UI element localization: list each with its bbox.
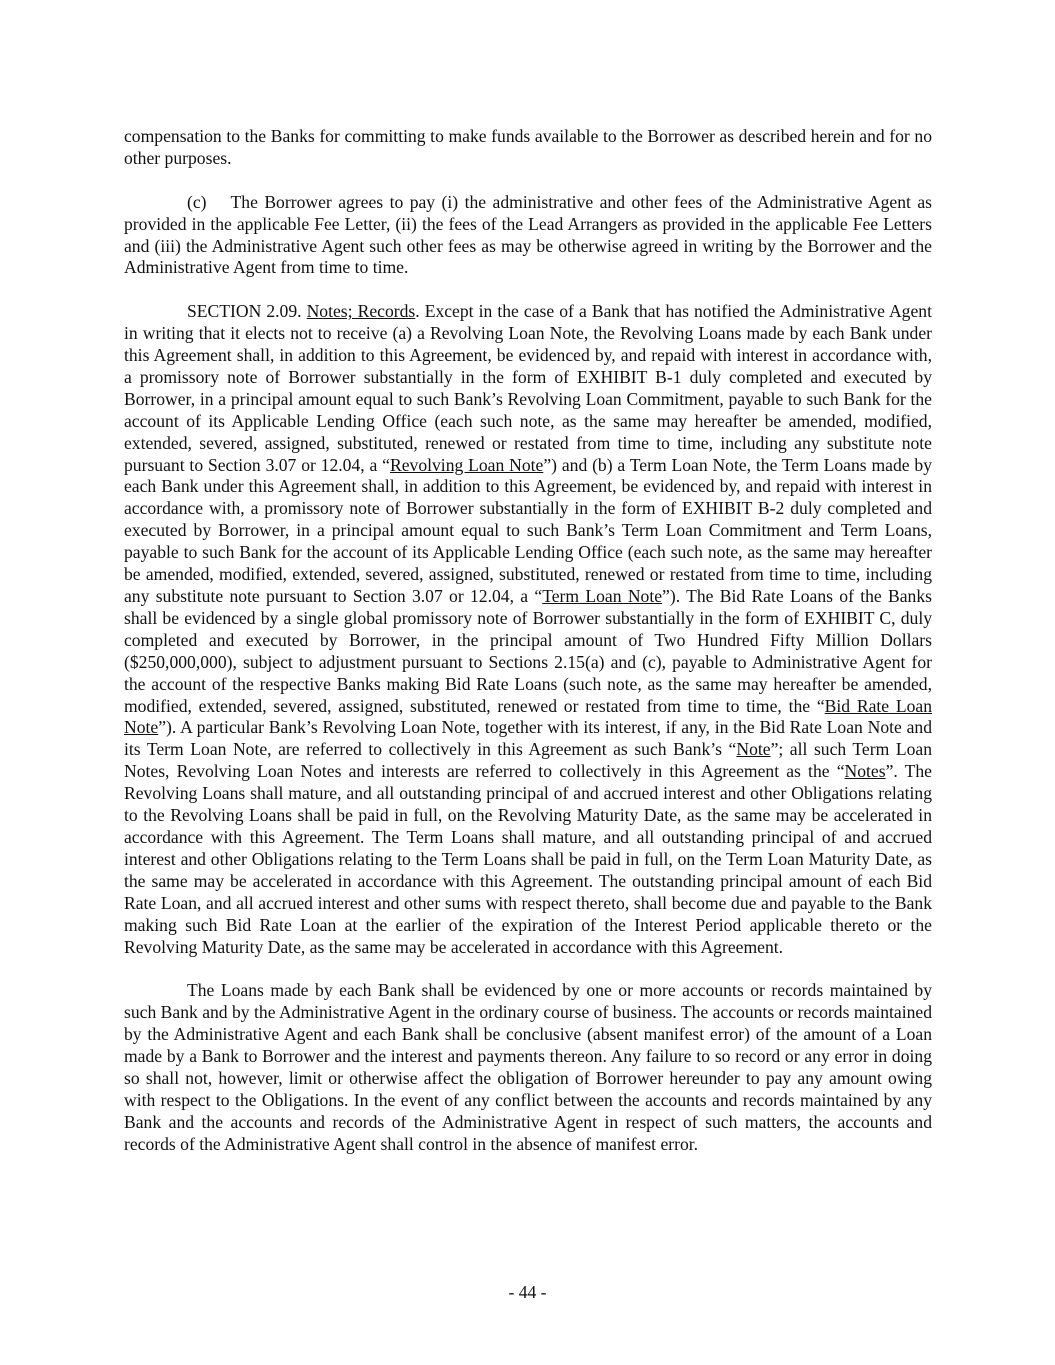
defined-term-notes: Notes [844,761,886,782]
paragraph-fees-c-text: The Borrower agrees to pay (i) the administrative and other fees of the Administrative Agent as provided in the applicable Fee Letter, (ii) the fees of the Lead Arrangers as provided in the applicable Fee Letters and (iii) the Administrative Agent such other fees as may be otherwise agreed in writing by the Borrower and the Administrative Agent from time to time. [124,191,932,278]
section-heading: Notes; Records [306,301,416,322]
paragraph-fee-purpose-text: compensation to the Banks for committing to make funds available to the Borrower as described herein and for no other purposes. [124,126,932,168]
paragraph-loan-records [124,980,932,1155]
body-text [124,126,932,1177]
section-text-3: ”). The Bid Rate Loans of the Banks shall be evidenced by a single global promissory note of Borrower substantially in the form of EXHIBIT C, duly completed and executed by Borrower, in the principal amount of Two Hundred Fifty Million Dollars ($250,000,000), subject to adjustment pursuant to Sections 2.15(a) and (c), payable to Administrative Agent for the account of the respective Banks making Bid Rate Loans (such note, as the same may hereafter be amended, modified, extended, severed, assigned, substituted, renewed or restated from time to time, the “ [124,586,932,716]
section-2-09-notes-records [124,301,932,958]
section-text-6: ”. The Revolving Loans shall mature, and all outstanding principal of and accrued interest and other Obligations relating to the Revolving Loans shall be paid in full, on the Revolving Maturity Date, as the same may be accelerated in accordance with this Agreement. The Term Loans shall mature, and all outstanding principal of and accrued interest and other Obligations relating to the Term Loans shall be paid in full, on the Term Loan Maturity Date, as the same may be accelerated in accordance with this Agreement. The outstanding principal amount of each Bid Rate Loan, and all accrued interest and other sums with respect thereto, shall become due and payable to the Bank making such Bid Rate Loan at the earlier of the expiration of the Interest Period applicable thereto or the Revolving Maturity Date, as the same may be accelerated in accordance with this Agreement. [124,761,932,957]
clause-marker: (c) [187,191,207,212]
defined-term-bid-rate-loan-note: Bid Rate Loan Note [124,695,933,738]
defined-term-note: Note [736,739,771,760]
paragraph-loan-records-text: The Loans made by each Bank shall be evidenced by one or more accounts or records maintained by such Bank and by the Administrative Agent in the ordinary course of business. The accounts or records maintained by the Administrative Agent and each Bank shall be conclusive (absent manifest error) of the amount of a Loan made by a Bank to Borrower and the interest and payments thereon. Any failure to so record or any error in doing so shall not, however, limit or otherwise affect the obligation of Borrower hereunder to pay any amount owing with respect to the Obligations. In the event of any conflict between the accounts and records maintained by any Bank and the accounts and records of the Administrative Agent in respect of such matters, the accounts and records of the Administrative Agent shall control in the absence of manifest error. [124,980,932,1154]
defined-term-revolving-loan-note: Revolving Loan Note [389,454,544,475]
section-number: SECTION 2.09. [187,301,302,322]
paragraph-fees-c [124,192,932,280]
page-number: - 44 - [508,1282,547,1302]
defined-term-term-loan-note: Term Loan Note [542,586,663,606]
section-text-1: . Except in the case of a Bank that has notified the Administrative Agent in writing that it elects not to receive (a) a Revolving Loan Note, the Revolving Loans made by each Bank under this Agreement shall, in addition to this Agreement, be evidenced by, and repaid with interest in accordance with, a promissory note of Borrower substantially in the form of EXHIBIT B-1 duly completed and executed by Borrower, in a principal amount equal to such Bank’s Revolving Loan Commitment, payable to such Bank for the account of its Applicable Lending Office (each such note, as the same may hereafter be amended, modified, extended, severed, assigned, substituted, renewed or restated from time to time, including any substitute note pursuant to Section 3.07 or 12.04, a “ [124,301,932,475]
section-text-5: ”; all such Term Loan Notes, Revolving Loan Notes and interests are referred to collectively in this Agreement as the “ [124,739,932,782]
paragraph-fee-purpose [124,126,932,170]
section-text-2: ”) and (b) a Term Loan Note, the Term Loans made by each Bank under this Agreement shall, in addition to this Agreement, be evidenced by, and repaid with interest in accordance with, a promissory note of Borrower substantially in the form of EXHIBIT B-2 duly completed and executed by Borrower, in a principal amount equal to such Bank’s Term Loan Commitment and Term Loans, payable to such Bank for the account of its Applicable Lending Office (each such note, as the same may hereafter be amended, modified, extended, severed, assigned, substituted, renewed or restated from time to time, including any substitute note pursuant to Section 3.07 or 12.04, a “ [124,454,932,606]
section-text-4: ”). A particular Bank’s Revolving Loan Note, together with its interest, if any, in the Bid Rate Loan Note and its Term Loan Note, are referred to collectively in this Agreement as such Bank’s “ [124,717,932,760]
